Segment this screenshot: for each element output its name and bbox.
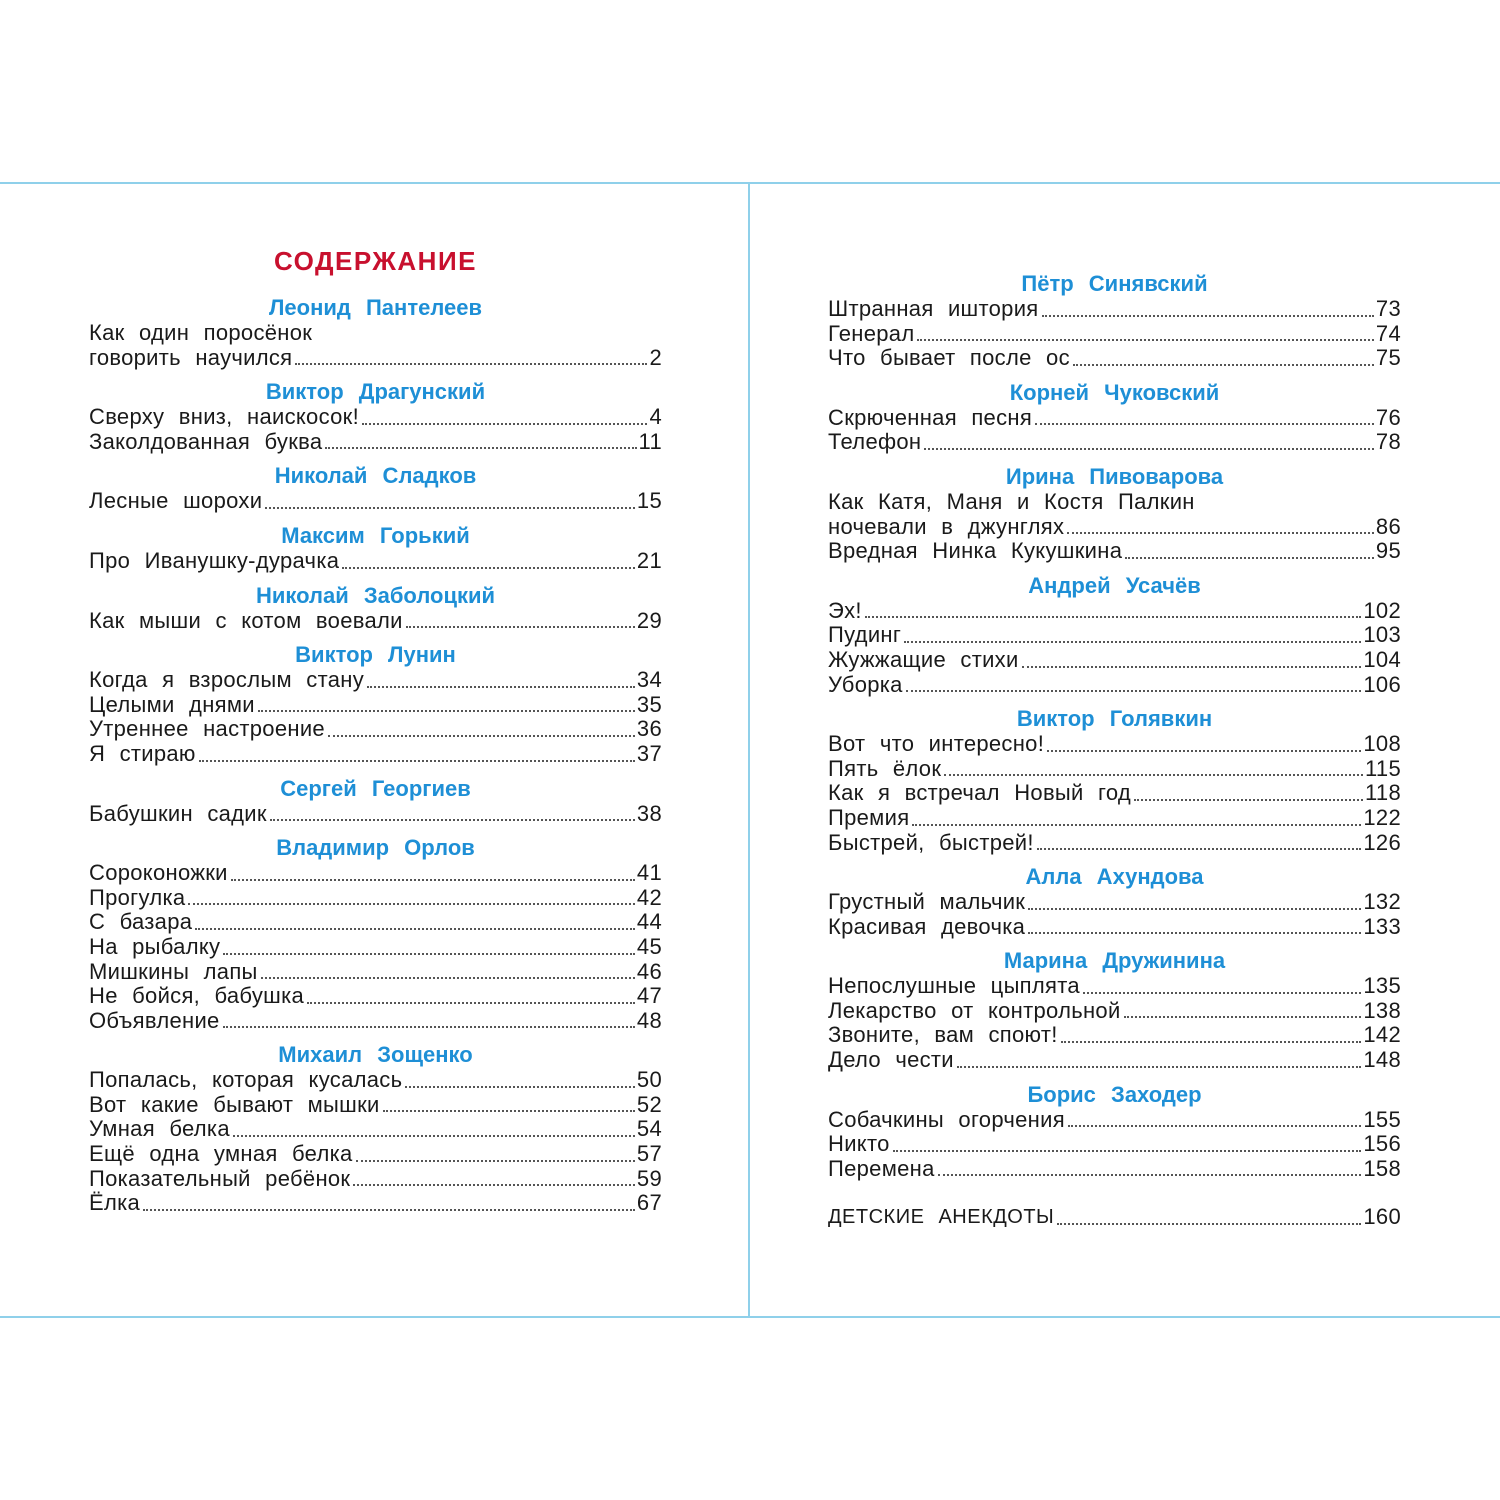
author-section: [89, 462, 662, 514]
toc-entry-page: 35: [636, 691, 662, 717]
toc-entry[interactable]: [89, 489, 662, 514]
dot-leader: [906, 680, 1362, 692]
toc-entry-page: 41: [636, 860, 662, 886]
toc-entry-page: 132: [1363, 889, 1401, 915]
dot-leader: [1067, 522, 1374, 534]
toc-entry-title: Пять ёлок: [828, 755, 942, 781]
toc-entry-title: Непослушные цыплята: [828, 973, 1080, 999]
right-page: [750, 184, 1500, 1316]
toc-entry-page: 108: [1363, 731, 1401, 757]
author-section: [828, 1081, 1401, 1182]
toc-entry-page: 138: [1363, 997, 1401, 1023]
author-name: Пётр Синявский: [1021, 271, 1208, 296]
toc-entry-page: 42: [636, 884, 662, 910]
toc-entry-title: Показательный ребёнок: [89, 1165, 351, 1191]
toc-entry-title: Уборка: [828, 671, 903, 697]
author-name: Виктор Голявкин: [1016, 706, 1213, 732]
toc-entry-title: Про Иванушку-дурачка: [89, 547, 340, 573]
dot-leader: [342, 557, 635, 569]
toc-entry[interactable]: [828, 1048, 1401, 1073]
toc-entry-page: 106: [1363, 671, 1401, 697]
author-section: [828, 463, 1401, 564]
toc-entry[interactable]: [828, 999, 1401, 1024]
toc-entry-title: Никто: [828, 1131, 890, 1157]
toc-entry[interactable]: [828, 806, 1401, 831]
toc-entry[interactable]: [89, 984, 662, 1009]
toc-entry-page: 160: [1363, 1204, 1401, 1230]
dot-leader: [1047, 740, 1361, 752]
author-name: Марина Дружинина: [1003, 948, 1226, 974]
toc-entry[interactable]: [89, 742, 662, 767]
author-name: Николай Заболоцкий: [255, 582, 496, 608]
toc-entry[interactable]: [828, 781, 1401, 806]
dot-leader: [1057, 1213, 1361, 1225]
toc-entry-title: ДЕТСКИЕ АНЕКДОТЫ: [828, 1206, 1055, 1229]
toc-entry[interactable]: [89, 405, 662, 430]
left-toc-column: [89, 246, 662, 1224]
toc-entry-title: Собачкины огорчения: [828, 1106, 1065, 1132]
toc-entry-title: Прогулка: [89, 884, 186, 910]
dot-leader: [904, 631, 1361, 643]
author-name: Николай Сладков: [274, 463, 477, 489]
dot-leader: [199, 750, 635, 762]
dot-leader: [195, 918, 635, 930]
toc-entry-page: 50: [636, 1067, 662, 1093]
dot-leader: [367, 676, 635, 688]
toc-entry-title: Что бывает после ос: [828, 345, 1070, 371]
toc-entry-title: Сороконожки: [89, 860, 228, 886]
author-section: [89, 582, 662, 634]
toc-entry[interactable]: [89, 886, 662, 911]
toc-entry-title: Перемена: [828, 1155, 935, 1181]
toc-entry-page: 45: [636, 933, 662, 959]
toc-entry[interactable]: [828, 1132, 1401, 1157]
toc-entry-title: С базара: [89, 909, 193, 935]
toc-entry[interactable]: [89, 861, 662, 886]
dot-leader: [1083, 982, 1361, 994]
toc-entry[interactable]: [89, 802, 662, 827]
toc-entry-title: Генерал: [828, 320, 915, 346]
dot-leader: [231, 869, 635, 881]
dot-leader: [353, 1174, 635, 1186]
toc-entry-page: 86: [1375, 513, 1401, 539]
toc-entry-title: Премия: [828, 804, 910, 830]
author-section: [89, 522, 662, 574]
toc-entry-page: 54: [636, 1116, 662, 1142]
dot-leader: [356, 1150, 635, 1162]
toc-entry-page: 115: [1365, 755, 1401, 781]
toc-entry-page: 102: [1363, 597, 1401, 623]
toc-entry-title-line: Как один поросёнок: [89, 320, 313, 345]
toc-entry-title: Не бойся, бабушка: [89, 983, 305, 1009]
toc-entry-title: говорить научился: [89, 344, 293, 370]
toc-entry-page: 52: [636, 1091, 662, 1117]
toc-entry[interactable]: [89, 717, 662, 742]
dot-leader: [261, 967, 635, 979]
toc-entry[interactable]: [89, 910, 662, 935]
toc-entry-title: Я стираю: [89, 740, 196, 766]
toc-entry[interactable]: [89, 1142, 662, 1167]
toc-entry-title: ночевали в джунглях: [828, 513, 1065, 539]
toc-entry-page: 104: [1363, 646, 1401, 672]
left-page: [0, 184, 750, 1316]
author-name: Корней Чуковский: [1009, 379, 1220, 405]
author-section: [89, 641, 662, 766]
toc-entry-page: 135: [1363, 973, 1401, 999]
toc-entry[interactable]: [828, 623, 1401, 648]
toc-entry-page: 142: [1363, 1022, 1401, 1048]
toc-entry-page: 59: [636, 1165, 662, 1191]
toc-entry[interactable]: [89, 668, 662, 693]
author-name: Борис Заходер: [1027, 1081, 1202, 1107]
toc-entry[interactable]: [828, 974, 1401, 999]
dot-leader: [1061, 1031, 1362, 1043]
toc-entry[interactable]: [828, 515, 1401, 540]
dot-leader: [944, 764, 1363, 776]
author-section: [89, 1041, 662, 1216]
toc-title: СОДЕРЖАНИЕ: [274, 246, 477, 276]
toc-entry[interactable]: [828, 673, 1401, 698]
toc-entry-title: Бабушкин садик: [89, 800, 267, 826]
author-section: [828, 947, 1401, 1072]
dot-leader: [1042, 305, 1374, 317]
toc-entry-jokes[interactable]: [828, 1205, 1401, 1230]
toc-entry[interactable]: [828, 757, 1401, 782]
toc-entry[interactable]: [828, 648, 1401, 673]
dot-leader: [143, 1199, 635, 1211]
spacer: [828, 1189, 1401, 1205]
dot-leader: [406, 616, 635, 628]
dot-leader: [265, 497, 635, 509]
toc-entry-page: 148: [1363, 1047, 1401, 1073]
toc-entry-title: Лекарство от контрольной: [828, 997, 1121, 1023]
toc-entry-title: Объявление: [89, 1007, 220, 1033]
toc-entry-page: 155: [1363, 1106, 1401, 1132]
dot-leader: [1125, 547, 1374, 559]
author-name: Леонид Пантелеев: [268, 295, 483, 320]
toc-entry-page: 29: [636, 607, 662, 633]
toc-entry-page: 37: [636, 740, 662, 766]
toc-entry-page: 133: [1363, 913, 1401, 939]
author-name: Виктор Лунин: [295, 642, 456, 668]
toc-entry-page: 76: [1375, 404, 1401, 430]
toc-entry-title: Быстрей, быстрей!: [828, 829, 1034, 855]
author-section: [828, 572, 1401, 697]
toc-entry-title: Красивая девочка: [828, 913, 1026, 939]
toc-entry-page: 78: [1375, 429, 1401, 455]
author-section: [89, 834, 662, 1033]
toc-entry[interactable]: [828, 831, 1401, 856]
toc-entry-title: Скрюченная песня: [828, 404, 1033, 430]
toc-entry[interactable]: [89, 1093, 662, 1118]
toc-entry-title: Вредная Нинка Кукушкина: [828, 538, 1123, 564]
dot-leader: [924, 438, 1374, 450]
toc-entry-page: 156: [1363, 1131, 1401, 1157]
dot-leader: [233, 1125, 635, 1137]
toc-entry-page: 126: [1363, 829, 1401, 855]
toc-entry[interactable]: [89, 1068, 662, 1093]
author-section: [828, 379, 1401, 455]
toc-entry-title: Утреннее настроение: [89, 716, 325, 742]
toc-entry-title: Когда я взрослым стану: [89, 667, 364, 693]
author-name: Михаил Зощенко: [278, 1042, 473, 1068]
toc-entry-page: 118: [1365, 780, 1401, 806]
toc-entry[interactable]: [828, 346, 1401, 371]
toc-entry-page: 34: [636, 667, 662, 693]
toc-entry-page: 2: [649, 344, 662, 370]
toc-entry-page: 11: [638, 428, 662, 454]
toc-entry-page: 38: [636, 800, 662, 826]
toc-entry-title: Штранная иштория: [828, 296, 1039, 321]
toc-entry-title: Ещё одна умная белка: [89, 1141, 353, 1167]
dot-leader: [362, 413, 647, 425]
author-section: [828, 705, 1401, 855]
toc-entry-title: Сверху вниз, наискосок!: [89, 404, 360, 430]
dot-leader: [1068, 1115, 1361, 1127]
toc-entry-title: Как я встречал Новый год: [828, 780, 1132, 806]
toc-entry-title: Звоните, вам споют!: [828, 1022, 1058, 1048]
toc-entry-title: Заколдованная буква: [89, 428, 323, 454]
dot-leader: [865, 606, 1362, 618]
toc-entry-page: 47: [636, 983, 662, 1009]
author-name: Сергей Георгиев: [280, 775, 471, 801]
toc-entry-page: 122: [1363, 804, 1401, 830]
author-name: Ирина Пивоварова: [1005, 463, 1224, 489]
toc-entry[interactable]: [828, 599, 1401, 624]
dot-leader: [917, 329, 1373, 341]
author-section: [828, 863, 1401, 939]
dot-leader: [1134, 789, 1363, 801]
toc-entry-title: Телефон: [828, 429, 922, 455]
dot-leader: [223, 1016, 635, 1028]
toc-entry[interactable]: [828, 1023, 1401, 1048]
toc-entry[interactable]: [89, 1117, 662, 1142]
toc-entry-title-line: Как Катя, Маня и Костя Палкин: [828, 488, 1195, 514]
author-section: [828, 270, 1401, 371]
author-section: [89, 294, 662, 370]
author-section: [89, 775, 662, 827]
toc-entry-page: 36: [636, 716, 662, 742]
toc-entry-title: Целыми днями: [89, 691, 255, 717]
toc-entry-title: Пудинг: [828, 622, 902, 648]
author-section: [89, 378, 662, 454]
toc-entry-page: 95: [1375, 538, 1401, 564]
toc-entry[interactable]: [89, 1167, 662, 1192]
toc-entry-page: 21: [636, 547, 662, 573]
toc-entry[interactable]: [89, 1009, 662, 1034]
toc-entry[interactable]: [828, 430, 1401, 455]
toc-entry-title: Ёлка: [89, 1190, 141, 1216]
toc-entry-page: 158: [1363, 1155, 1401, 1181]
toc-entry[interactable]: [828, 1108, 1401, 1133]
toc-entry[interactable]: [89, 960, 662, 985]
dot-leader: [188, 893, 635, 905]
toc-entry[interactable]: [89, 693, 662, 718]
dot-leader: [1035, 413, 1374, 425]
toc-entry-page: 75: [1375, 345, 1401, 371]
dot-leader: [325, 437, 636, 449]
toc-entry-title: Вот что интересно!: [828, 731, 1045, 757]
toc-entry[interactable]: [828, 890, 1401, 915]
author-name: Максим Горький: [281, 522, 470, 548]
toc-entry[interactable]: [89, 430, 662, 455]
toc-entry-page: 15: [636, 488, 662, 514]
dot-leader: [1028, 898, 1361, 910]
dot-leader: [258, 700, 635, 712]
toc-entry[interactable]: [828, 539, 1401, 564]
dot-leader: [405, 1076, 635, 1088]
toc-entry-title: На рыбалку: [89, 933, 221, 959]
toc-entry[interactable]: [89, 1191, 662, 1216]
toc-entry[interactable]: [828, 297, 1401, 322]
dot-leader: [1037, 838, 1362, 850]
toc-entry[interactable]: [89, 609, 662, 634]
toc-entry-title: Как мыши с котом воевали: [89, 607, 403, 633]
toc-entry-page: 74: [1375, 320, 1401, 346]
toc-entry[interactable]: [89, 935, 662, 960]
toc-entry[interactable]: [828, 1157, 1401, 1182]
toc-entry-title: Мишкины лапы: [89, 958, 258, 984]
dot-leader: [383, 1100, 635, 1112]
dot-leader: [328, 725, 635, 737]
dot-leader: [957, 1056, 1361, 1068]
toc-entry-title: Грустный мальчик: [828, 889, 1026, 915]
author-name: Виктор Драгунский: [265, 379, 486, 405]
dot-leader: [270, 809, 635, 821]
toc-entry-page: 44: [636, 909, 662, 935]
toc-entry-page: 67: [636, 1190, 662, 1216]
toc-entry[interactable]: [828, 915, 1401, 940]
dot-leader: [295, 353, 647, 365]
toc-entry-page: 73: [1375, 296, 1401, 321]
dot-leader: [1124, 1006, 1362, 1018]
toc-entry-title: Попалась, которая кусалась: [89, 1067, 403, 1093]
author-name: Алла Ахундова: [1025, 864, 1204, 890]
toc-entry[interactable]: [828, 406, 1401, 431]
toc-entry-page: 57: [636, 1141, 662, 1167]
book-spread: [0, 182, 1500, 1318]
toc-entry-page: 46: [636, 958, 662, 984]
toc-entry-title: Умная белка: [89, 1116, 230, 1142]
toc-entry-title: Дело чести: [828, 1047, 954, 1073]
dot-leader: [307, 992, 635, 1004]
toc-entry-page: 48: [636, 1007, 662, 1033]
dot-leader: [223, 943, 635, 955]
dot-leader: [1028, 922, 1361, 934]
dot-leader: [893, 1140, 1362, 1152]
dot-leader: [912, 814, 1361, 826]
toc-entry-title: Эх!: [828, 597, 862, 623]
toc-entry-title: Вот какие бывают мышки: [89, 1091, 380, 1117]
toc-entry[interactable]: [828, 322, 1401, 347]
toc-entry-page: 4: [649, 404, 662, 430]
toc-entry-title: Лесные шорохи: [89, 488, 263, 514]
dot-leader: [938, 1164, 1362, 1176]
dot-leader: [1022, 656, 1362, 668]
dot-leader: [1073, 354, 1374, 366]
toc-entry-title: Жужжащие стихи: [828, 646, 1019, 672]
author-name: Андрей Усачёв: [1028, 572, 1201, 598]
toc-entry[interactable]: [89, 346, 662, 371]
toc-entry[interactable]: [89, 549, 662, 574]
author-name: Владимир Орлов: [276, 835, 475, 861]
toc-entry[interactable]: [828, 732, 1401, 757]
toc-entry-page: 103: [1363, 622, 1401, 648]
right-toc-column: [828, 270, 1401, 1230]
